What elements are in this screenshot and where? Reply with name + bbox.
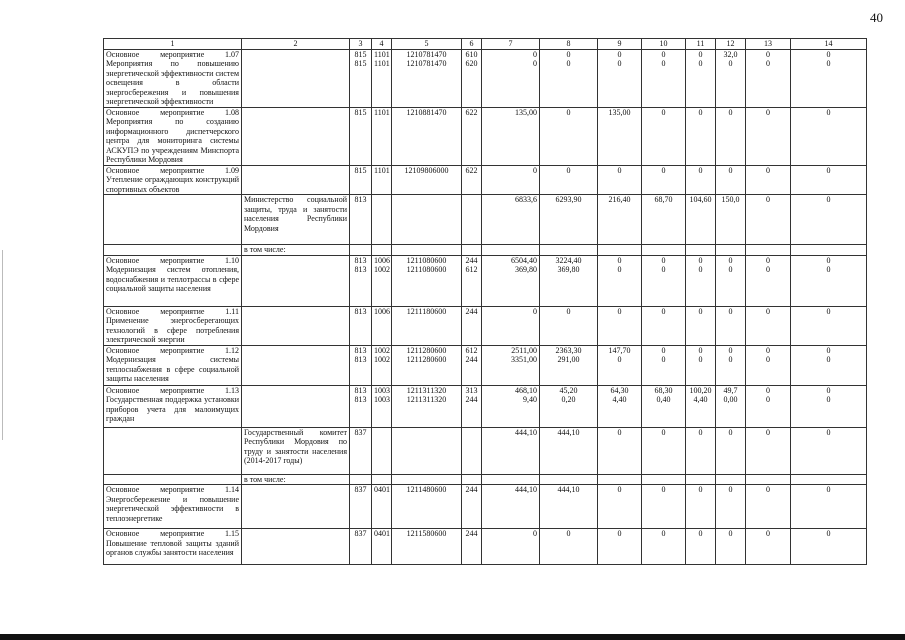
value-cell-col-5 bbox=[392, 245, 462, 256]
value-cell-col-7: 444,10 bbox=[482, 427, 540, 474]
activity-name-cell: Основное мероприятие 1.15 Повышение тепловой защиты зданий органов службы занятости населения bbox=[104, 529, 242, 565]
responsible-cell bbox=[242, 107, 350, 165]
header-cell: 12 bbox=[716, 39, 746, 50]
value-cell-col-14: 0 bbox=[791, 306, 867, 345]
value-cell-col-13: 0 0 bbox=[746, 255, 791, 306]
value-cell-col-9 bbox=[598, 474, 642, 485]
value-cell-col-9: 0 bbox=[598, 485, 642, 529]
value-cell-col-4: 1101 bbox=[372, 165, 392, 195]
table-row bbox=[104, 107, 867, 165]
value-cell-col-12: 0 bbox=[716, 529, 746, 565]
value-cell-col-8: 0 bbox=[540, 529, 598, 565]
value-cell-col-9 bbox=[598, 245, 642, 256]
value-cell-col-3: 813 bbox=[350, 195, 372, 245]
activity-name-cell bbox=[104, 195, 242, 245]
value-cell-col-11: 0 bbox=[686, 529, 716, 565]
value-cell-col-12: 0 0 bbox=[716, 345, 746, 385]
table-row bbox=[104, 345, 867, 385]
value-cell-col-3: 837 bbox=[350, 427, 372, 474]
value-cell-col-4: 1006 1002 bbox=[372, 255, 392, 306]
table-row bbox=[104, 529, 867, 565]
value-cell-col-9: 64,30 4,40 bbox=[598, 385, 642, 427]
value-cell-col-7: 6833,6 bbox=[482, 195, 540, 245]
value-cell-col-12: 0 bbox=[716, 427, 746, 474]
value-cell-col-13: 0 bbox=[746, 427, 791, 474]
value-cell-col-10: 0 0 bbox=[642, 49, 686, 107]
value-cell-col-14: 0 bbox=[791, 529, 867, 565]
value-cell-col-11: 0 bbox=[686, 427, 716, 474]
value-cell-col-11: 0 0 bbox=[686, 49, 716, 107]
value-cell-col-11: 0 bbox=[686, 485, 716, 529]
value-cell-col-8: 45,20 0,20 bbox=[540, 385, 598, 427]
scan-artifact-line bbox=[2, 250, 3, 440]
header-cell: 10 bbox=[642, 39, 686, 50]
value-cell-col-9: 147,70 0 bbox=[598, 345, 642, 385]
value-cell-col-5: 1210781470 1210781470 bbox=[392, 49, 462, 107]
table-row bbox=[104, 245, 867, 256]
header-cell: 8 bbox=[540, 39, 598, 50]
value-cell-col-6: 612 244 bbox=[462, 345, 482, 385]
value-cell-col-13 bbox=[746, 474, 791, 485]
value-cell-col-10: 0 bbox=[642, 485, 686, 529]
value-cell-col-3 bbox=[350, 245, 372, 256]
value-cell-col-8 bbox=[540, 245, 598, 256]
value-cell-col-3: 815 815 bbox=[350, 49, 372, 107]
table-row bbox=[104, 165, 867, 195]
value-cell-col-5: 1211311320 1211311320 bbox=[392, 385, 462, 427]
value-cell-col-8: 0 bbox=[540, 306, 598, 345]
value-cell-col-4 bbox=[372, 245, 392, 256]
value-cell-col-14: 0 bbox=[791, 165, 867, 195]
value-cell-col-6 bbox=[462, 245, 482, 256]
value-cell-col-14: 0 0 bbox=[791, 345, 867, 385]
activity-name-cell bbox=[104, 474, 242, 485]
value-cell-col-5: 12109806000 bbox=[392, 165, 462, 195]
value-cell-col-13: 0 0 bbox=[746, 345, 791, 385]
value-cell-col-5: 1210881470 bbox=[392, 107, 462, 165]
responsible-cell: в том числе: bbox=[242, 474, 350, 485]
activity-name-cell: Основное мероприятие 1.12 Модернизация системы теплоснабжения в сфере социальной защиты населения bbox=[104, 345, 242, 385]
header-cell: 1 bbox=[104, 39, 242, 50]
value-cell-col-5: 1211180600 bbox=[392, 306, 462, 345]
value-cell-col-10: 0 0 bbox=[642, 345, 686, 385]
value-cell-col-13: 0 bbox=[746, 485, 791, 529]
responsible-cell bbox=[242, 345, 350, 385]
value-cell-col-7: 0 bbox=[482, 306, 540, 345]
value-cell-col-3: 813 813 bbox=[350, 385, 372, 427]
value-cell-col-12: 0 bbox=[716, 485, 746, 529]
value-cell-col-3: 813 813 bbox=[350, 345, 372, 385]
value-cell-col-13: 0 bbox=[746, 195, 791, 245]
value-cell-col-10 bbox=[642, 245, 686, 256]
value-cell-col-13: 0 bbox=[746, 107, 791, 165]
value-cell-col-10: 0 bbox=[642, 107, 686, 165]
value-cell-col-8: 444,10 bbox=[540, 427, 598, 474]
value-cell-col-12 bbox=[716, 474, 746, 485]
table-row bbox=[104, 474, 867, 485]
responsible-cell bbox=[242, 49, 350, 107]
activity-name-cell bbox=[104, 245, 242, 256]
value-cell-col-7: 0 bbox=[482, 165, 540, 195]
responsible-cell bbox=[242, 485, 350, 529]
value-cell-col-3 bbox=[350, 474, 372, 485]
value-cell-col-6 bbox=[462, 195, 482, 245]
activity-name-cell bbox=[104, 427, 242, 474]
activity-name-cell: Основное мероприятие 1.08 Мероприятия по созданию информационного диспетчерского центра для мониторинга системы АСКУПЭ по учреждениям Минспорта Республики Мордовия bbox=[104, 107, 242, 165]
value-cell-col-7: 0 bbox=[482, 529, 540, 565]
header-cell: 11 bbox=[686, 39, 716, 50]
value-cell-col-5: 1211080600 1211080600 bbox=[392, 255, 462, 306]
value-cell-col-11: 104,60 bbox=[686, 195, 716, 245]
table-row bbox=[104, 485, 867, 529]
responsible-cell bbox=[242, 385, 350, 427]
responsible-cell bbox=[242, 529, 350, 565]
value-cell-col-14: 0 bbox=[791, 107, 867, 165]
value-cell-col-3: 837 bbox=[350, 485, 372, 529]
value-cell-col-11: 0 bbox=[686, 107, 716, 165]
value-cell-col-7: 6504,40 369,80 bbox=[482, 255, 540, 306]
value-cell-col-11: 0 bbox=[686, 306, 716, 345]
value-cell-col-13: 0 bbox=[746, 306, 791, 345]
value-cell-col-10: 68,70 bbox=[642, 195, 686, 245]
value-cell-col-7 bbox=[482, 474, 540, 485]
value-cell-col-4: 0401 bbox=[372, 529, 392, 565]
budget-table bbox=[103, 38, 867, 565]
header-cell: 5 bbox=[392, 39, 462, 50]
value-cell-col-10: 68,30 0,40 bbox=[642, 385, 686, 427]
value-cell-col-11: 100,20 4,40 bbox=[686, 385, 716, 427]
activity-name-cell: Основное мероприятие 1.07 Мероприятия по повышению энергетической эффективности систем освещения в области энергосбережения и повышения энергетической эффективности bbox=[104, 49, 242, 107]
value-cell-col-12 bbox=[716, 245, 746, 256]
value-cell-col-5: 1211280600 1211280600 bbox=[392, 345, 462, 385]
activity-name-cell: Основное мероприятие 1.09 Утепление ограждающих конструкций спортивных объектов bbox=[104, 165, 242, 195]
responsible-cell: Министерство социальной защиты, труда и занятости населения Республики Мордовия bbox=[242, 195, 350, 245]
value-cell-col-9: 0 bbox=[598, 529, 642, 565]
value-cell-col-10: 0 bbox=[642, 427, 686, 474]
activity-name-cell: Основное мероприятие 1.11 Применение энергосберегающих технологий в сфере потребления электрической энергии bbox=[104, 306, 242, 345]
value-cell-col-12: 0 bbox=[716, 306, 746, 345]
value-cell-col-11: 0 0 bbox=[686, 255, 716, 306]
value-cell-col-4: 0401 bbox=[372, 485, 392, 529]
value-cell-col-8: 2363,30 291,00 bbox=[540, 345, 598, 385]
value-cell-col-4 bbox=[372, 474, 392, 485]
header-cell: 9 bbox=[598, 39, 642, 50]
value-cell-col-13: 0 bbox=[746, 165, 791, 195]
value-cell-col-14: 0 bbox=[791, 195, 867, 245]
value-cell-col-12: 32,0 0 bbox=[716, 49, 746, 107]
value-cell-col-8: 444,10 bbox=[540, 485, 598, 529]
value-cell-col-11: 0 bbox=[686, 165, 716, 195]
value-cell-col-14: 0 bbox=[791, 427, 867, 474]
value-cell-col-14: 0 bbox=[791, 485, 867, 529]
header-cell: 14 bbox=[791, 39, 867, 50]
value-cell-col-12: 0 bbox=[716, 107, 746, 165]
responsible-cell: Государственный комитет Республики Мордовия по труду и занятости населения (2014-2017 годы) bbox=[242, 427, 350, 474]
value-cell-col-7: 135,00 bbox=[482, 107, 540, 165]
activity-name-cell: Основное мероприятие 1.10 Модернизация систем отопления, водоснабжения и теплотрассы в сфере социальной защиты населения bbox=[104, 255, 242, 306]
responsible-cell bbox=[242, 165, 350, 195]
value-cell-col-14 bbox=[791, 474, 867, 485]
table-row bbox=[104, 49, 867, 107]
value-cell-col-13: 0 bbox=[746, 529, 791, 565]
value-cell-col-6 bbox=[462, 427, 482, 474]
value-cell-col-5 bbox=[392, 474, 462, 485]
value-cell-col-4: 1003 1003 bbox=[372, 385, 392, 427]
value-cell-col-4: 1006 bbox=[372, 306, 392, 345]
value-cell-col-3: 815 bbox=[350, 165, 372, 195]
table-row bbox=[104, 385, 867, 427]
value-cell-col-8 bbox=[540, 474, 598, 485]
value-cell-col-12: 150,0 bbox=[716, 195, 746, 245]
value-cell-col-6: 622 bbox=[462, 165, 482, 195]
value-cell-col-3: 837 bbox=[350, 529, 372, 565]
value-cell-col-5: 1211480600 bbox=[392, 485, 462, 529]
header-cell: 3 bbox=[350, 39, 372, 50]
header-cell: 6 bbox=[462, 39, 482, 50]
value-cell-col-13: 0 0 bbox=[746, 385, 791, 427]
table-row bbox=[104, 427, 867, 474]
header-cell: 7 bbox=[482, 39, 540, 50]
value-cell-col-5 bbox=[392, 195, 462, 245]
value-cell-col-11: 0 0 bbox=[686, 345, 716, 385]
table-row bbox=[104, 195, 867, 245]
value-cell-col-6: 244 bbox=[462, 306, 482, 345]
table-row bbox=[104, 306, 867, 345]
value-cell-col-10: 0 bbox=[642, 306, 686, 345]
value-cell-col-4: 1101 bbox=[372, 107, 392, 165]
value-cell-col-10: 0 bbox=[642, 529, 686, 565]
page-number: 40 bbox=[870, 10, 883, 25]
value-cell-col-9: 0 bbox=[598, 427, 642, 474]
value-cell-col-8: 6293,90 bbox=[540, 195, 598, 245]
value-cell-col-9: 0 0 bbox=[598, 49, 642, 107]
value-cell-col-9: 216,40 bbox=[598, 195, 642, 245]
responsible-cell: в том числе: bbox=[242, 245, 350, 256]
responsible-cell bbox=[242, 306, 350, 345]
table-row bbox=[104, 255, 867, 306]
header-cell: 13 bbox=[746, 39, 791, 50]
value-cell-col-6: 244 bbox=[462, 485, 482, 529]
value-cell-col-13 bbox=[746, 245, 791, 256]
value-cell-col-3: 813 bbox=[350, 306, 372, 345]
value-cell-col-8: 0 0 bbox=[540, 49, 598, 107]
value-cell-col-14 bbox=[791, 245, 867, 256]
value-cell-col-4: 1101 1101 bbox=[372, 49, 392, 107]
value-cell-col-8: 0 bbox=[540, 165, 598, 195]
value-cell-col-6: 622 bbox=[462, 107, 482, 165]
value-cell-col-10 bbox=[642, 474, 686, 485]
responsible-cell bbox=[242, 255, 350, 306]
header-cell: 2 bbox=[242, 39, 350, 50]
value-cell-col-14: 0 0 bbox=[791, 255, 867, 306]
value-cell-col-9: 0 bbox=[598, 306, 642, 345]
value-cell-col-7: 2511,00 3351,00 bbox=[482, 345, 540, 385]
scan-bottom-edge bbox=[0, 634, 905, 640]
value-cell-col-7: 0 0 bbox=[482, 49, 540, 107]
value-cell-col-7: 468,10 9,40 bbox=[482, 385, 540, 427]
value-cell-col-6: 244 bbox=[462, 529, 482, 565]
value-cell-col-4: 1002 1002 bbox=[372, 345, 392, 385]
header-cell: 4 bbox=[372, 39, 392, 50]
value-cell-col-8: 3224,40 369,80 bbox=[540, 255, 598, 306]
value-cell-col-3: 815 bbox=[350, 107, 372, 165]
value-cell-col-9: 135,00 bbox=[598, 107, 642, 165]
value-cell-col-14: 0 0 bbox=[791, 49, 867, 107]
value-cell-col-5: 1211580600 bbox=[392, 529, 462, 565]
value-cell-col-12: 0 0 bbox=[716, 255, 746, 306]
activity-name-cell: Основное мероприятие 1.14 Энергосбережение и повышение энергетической эффективности в теплоэнергетике bbox=[104, 485, 242, 529]
value-cell-col-8: 0 bbox=[540, 107, 598, 165]
value-cell-col-10: 0 0 bbox=[642, 255, 686, 306]
header-row bbox=[104, 39, 867, 50]
value-cell-col-12: 49,7 0,00 bbox=[716, 385, 746, 427]
value-cell-col-9: 0 bbox=[598, 165, 642, 195]
value-cell-col-11 bbox=[686, 474, 716, 485]
value-cell-col-9: 0 0 bbox=[598, 255, 642, 306]
value-cell-col-14: 0 0 bbox=[791, 385, 867, 427]
value-cell-col-5 bbox=[392, 427, 462, 474]
value-cell-col-13: 0 0 bbox=[746, 49, 791, 107]
value-cell-col-12: 0 bbox=[716, 165, 746, 195]
value-cell-col-10: 0 bbox=[642, 165, 686, 195]
value-cell-col-3: 813 813 bbox=[350, 255, 372, 306]
activity-name-cell: Основное мероприятие 1.13 Государственная поддержка установки приборов учета для малоимущих граждан bbox=[104, 385, 242, 427]
value-cell-col-4 bbox=[372, 427, 392, 474]
value-cell-col-6: 313 244 bbox=[462, 385, 482, 427]
value-cell-col-7: 444,10 bbox=[482, 485, 540, 529]
value-cell-col-4 bbox=[372, 195, 392, 245]
value-cell-col-6: 244 612 bbox=[462, 255, 482, 306]
value-cell-col-6: 610 620 bbox=[462, 49, 482, 107]
value-cell-col-11 bbox=[686, 245, 716, 256]
value-cell-col-7 bbox=[482, 245, 540, 256]
value-cell-col-6 bbox=[462, 474, 482, 485]
